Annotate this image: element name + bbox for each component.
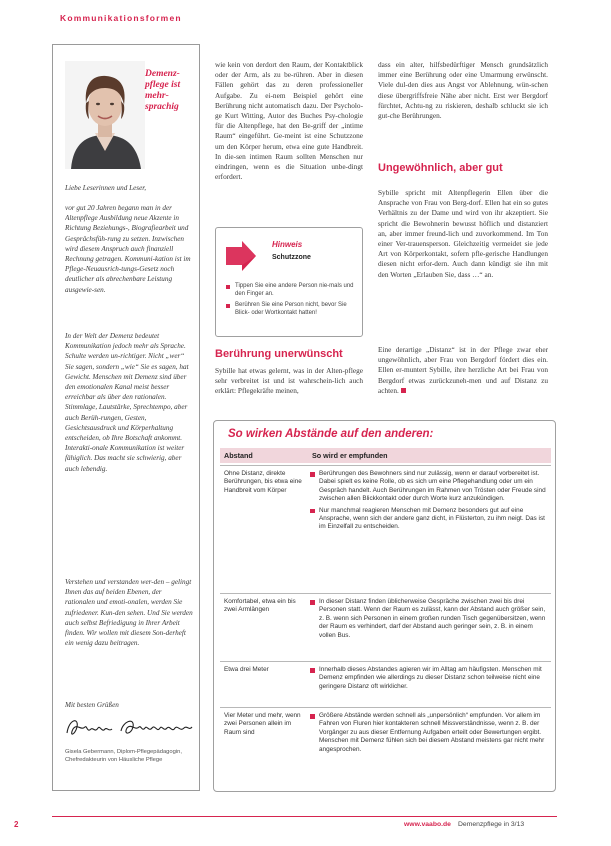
footer-url: www.vaabo.de <box>404 821 451 828</box>
article-col3-top: dass ein alter, hilfsbedürftiger Mensch grundsätzlich immer eine Berührung oder eine Umarmung erwünscht. Viele dul-den dies aus Angst vor Ablehnung, wün-schen diese übergriffsfreie Nähe aber nicht. Erst wer Bergdorf fürchtet, Achtu-ng zu riskieren, deshalb schluckt sie ich gut-che Berührungen. <box>378 60 548 121</box>
table-header <box>220 448 551 463</box>
subheading-beruehrung: Berührung unerwünscht <box>215 348 343 360</box>
hinweis-subtitle: Schutzzone <box>272 254 311 261</box>
effect-item: Nur manchmal reagieren Menschen mit Demenz besonders gut auf eine Ansprache, wenn sich der andere ganz dicht, in Flüsterton, zu ihm neigt. Das ist im Einzelfall zu entscheiden. <box>310 507 548 532</box>
article-col3-low-text: Eine derartige „Distanz“ ist in der Pflege zwar eher ungewöhnlich, aber Frau von Bergdorf fördert dies ein. Ellen er-muntert Sybille, ihre herzliche Art bei Frau von Bergdorf etwas zurückzuneh-men und auf Distanz zu achten. <box>378 345 548 395</box>
subheading-ungewoehnlich: Ungewöhnlich, aber gut <box>378 162 503 174</box>
editorial-paragraph-3: Verstehen und verstanden wer-den – gelingt Ihnen das auf beiden Ebenen, der rationalen und emoti-onalen, werden Sie zufriedener. Kun-den sehen. Und Sie werden auch selbst Befriedigung in Ihrer Arbeit finden. Wir wollen mit diesem Son-derheft ein wenig dazu beitragen. <box>65 578 193 648</box>
article-col3-mid: Sybille spricht mit Altenpflegerin Ellen über die Ansprache von Frau von Berg-dorf. Ellen hat ein so gutes Verhältnis zu der Dame und wird von ihr akzeptiert. Sie spricht die Bewohnerin bewusst höflich und distanziert an, aber immer freund-lich und zuvorkommend. Im Ton einer Ver-trauensperson. Gleichzeitig vermeidet sie jede Art von Körperkontakt, sofern pfle-gerische Handlungen diesen nicht erfor-dern. Auch dann kündigt sie ihn mit den Worten „Erlauben Sie, dass …“ an. <box>378 188 548 279</box>
author-credit: Gisela Gebermann, Diplom-Pflegepädagogin, Chefredakteurin von Häusliche Pflege <box>65 749 182 763</box>
hinweis-item: Tippen Sie eine andere Person nie-mals und den Finger an. <box>226 282 356 298</box>
table-row <box>220 593 551 661</box>
footer-divider <box>52 816 557 817</box>
author-portrait <box>65 61 145 169</box>
section-label: Kommunikationsformen <box>60 13 182 23</box>
pull-quote: Demenz-pflege ist mehr-sprachig <box>145 69 181 112</box>
editorial-closing: Mit besten Grüßen <box>65 701 119 709</box>
table-cell-distance: Vier Meter und mehr, wenn zwei Personen allein im Raum sind <box>224 712 301 736</box>
hinweis-box <box>215 227 363 337</box>
article-col3-low <box>378 345 548 409</box>
table-cell-distance: Komfortabel, etwa ein bis zwei Armlängen <box>224 598 296 614</box>
table-title: So wirken Abstände auf den anderen: <box>228 428 434 440</box>
article-col2-top: wie kein von derdort den Raum, der Kontaktblick oder der Arm, als zu be-rühren. Aber in diesen Fällen gehört das zu deren professioneller Aufgabe. Zu ei-nem Beispiel gehört eine Berührung nicht automatisch dazu. Der Psycholo-ge Kurt Witting, Autor des Buches Psy-chologie für die Altenpflege, hat den Be-griff der „intime Raum“ eingeführt. Ge-meint ist eine Schutzzone um den Körper herum, etwa eine gute Handbreit. In die-sen intimen Raum sollten Menschen nur eindringen, wenn es die Situation unbe-dingt erfordert. <box>215 60 363 182</box>
editorial-box <box>52 44 200 791</box>
effect-item: Größere Abstände werden schnell als „unpersönlich“ empfunden. Vor allem im Fahren von Fluren hier kontakteren schnell Missverständnisse, wenn z. B. der Vorgänger zu aus dieser Entfernung Aufgaben erteilt oder Bewertungen ergibt. Menschen mit Demenz fühlen sich bei diesem Abstand meistens gar nicht mehr angesprochen. <box>310 712 548 754</box>
hinweis-title: Hinweis <box>272 240 303 249</box>
footer-publication: Demenzpflege in 3/13 <box>458 821 525 828</box>
arrow-icon <box>224 239 258 273</box>
effect-item: Berührungen des Bewohners sind nur zulässig, wenn er darauf vorbereitet ist. Dabei spielt es keine Rolle, ob es sich um eine Pflegehandlung oder um ein Gespräch handelt. Auch Berührungen im Rahmen von Trösten oder Freude sind zwischen allen Blickkontakt oder durch Worte kurz anzukündigen. <box>310 470 548 504</box>
editorial-paragraph-1: vor gut 20 Jahren begann man in der Altenpflege Ausbildung neue Akzente in Richtung Beziehungs-, Biografiearbeit und Gesprächsfüh-rung zu setzen. Inzwischen wird diesem Anspruch auch finanziell Rechnung getragen. Kommuni-kation ist im Pflege-Neuausrich-tungs-Gesetz noch deutlicher als abrechenbare Leistung ausgewie-sen. <box>65 204 191 294</box>
handwritten-signature <box>63 713 195 743</box>
table-header-distance: Abstand <box>224 451 253 460</box>
table-cell-distance: Ohne Distanz, direkte Berührungen, bis etwa eine Handbreit vom Körper <box>224 470 302 494</box>
editorial-paragraph-2: In der Welt der Demenz bedeutet Kommunikation jedoch mehr als Sprache. Schulte werden un-richtiger. Nicht „wer“ Sie sagen, sondern „wie“ Sie es sagen, hat Gewicht. Menschen mit Demenz sind über den emotionalen Kanal meist besser erreichbar als über den rationalen. Stimmlage, Lautstärke, Sprechtempo, aber auch Berüh-rungen, Gesten, Gesichtsausdruck und Körperhaltung entscheiden, ob Ihre Botschaft ankommt. Interakti-onale Kommunikation ist weiter fähiglich. Das macht sie schwierig, aber auch lebendig. <box>65 332 189 473</box>
table-row <box>220 707 551 792</box>
table-header-effect: So wird er empfunden <box>312 451 388 460</box>
page-number: 2 <box>14 820 19 829</box>
editorial-greeting: Liebe Leserinnen und Leser, <box>65 184 147 192</box>
article-col2-low: Sybille hat etwas gelernt, was in der Alten-pflege sehr verbreitet ist und ist wahrschein-lich auch erklärt: Pflegekräfte meinen, <box>215 366 363 396</box>
end-mark-icon <box>401 388 406 393</box>
effect-item: Innerhalb dieses Abstandes agieren wir im Alltag am häufigsten. Menschen mit Demenz empfinden wie allerdings zu dieser Distanz schon teilweise nicht eine geringere Distanz oft wirklicher. <box>310 666 548 691</box>
hinweis-list <box>226 282 356 320</box>
table-cell-distance: Etwa drei Meter <box>224 666 269 673</box>
effect-item: In dieser Distanz finden üblicherweise Gespräche zwischen zwei bis drei Personen statt. Wenn der Raum es zulässt, kann der Abstand auch größer sein, z. B. wenn sich Personen in einem großen runden Tisch gegenübersitzen, wenn der Raum es verhindert, darf der Abstand auch geringer sein, z. B. in einem vollen Bus. <box>310 598 548 640</box>
table-row <box>220 465 551 593</box>
table-cell-effects <box>310 598 548 643</box>
distance-table-box <box>213 420 556 792</box>
table-row <box>220 661 551 707</box>
table-cell-effects <box>310 470 548 535</box>
table-cell-effects <box>310 712 548 757</box>
table-cell-effects <box>310 666 548 694</box>
hinweis-item: Berühren Sie eine Person nicht, bevor Sie Blick- oder Wortkontakt hatten! <box>226 301 356 317</box>
